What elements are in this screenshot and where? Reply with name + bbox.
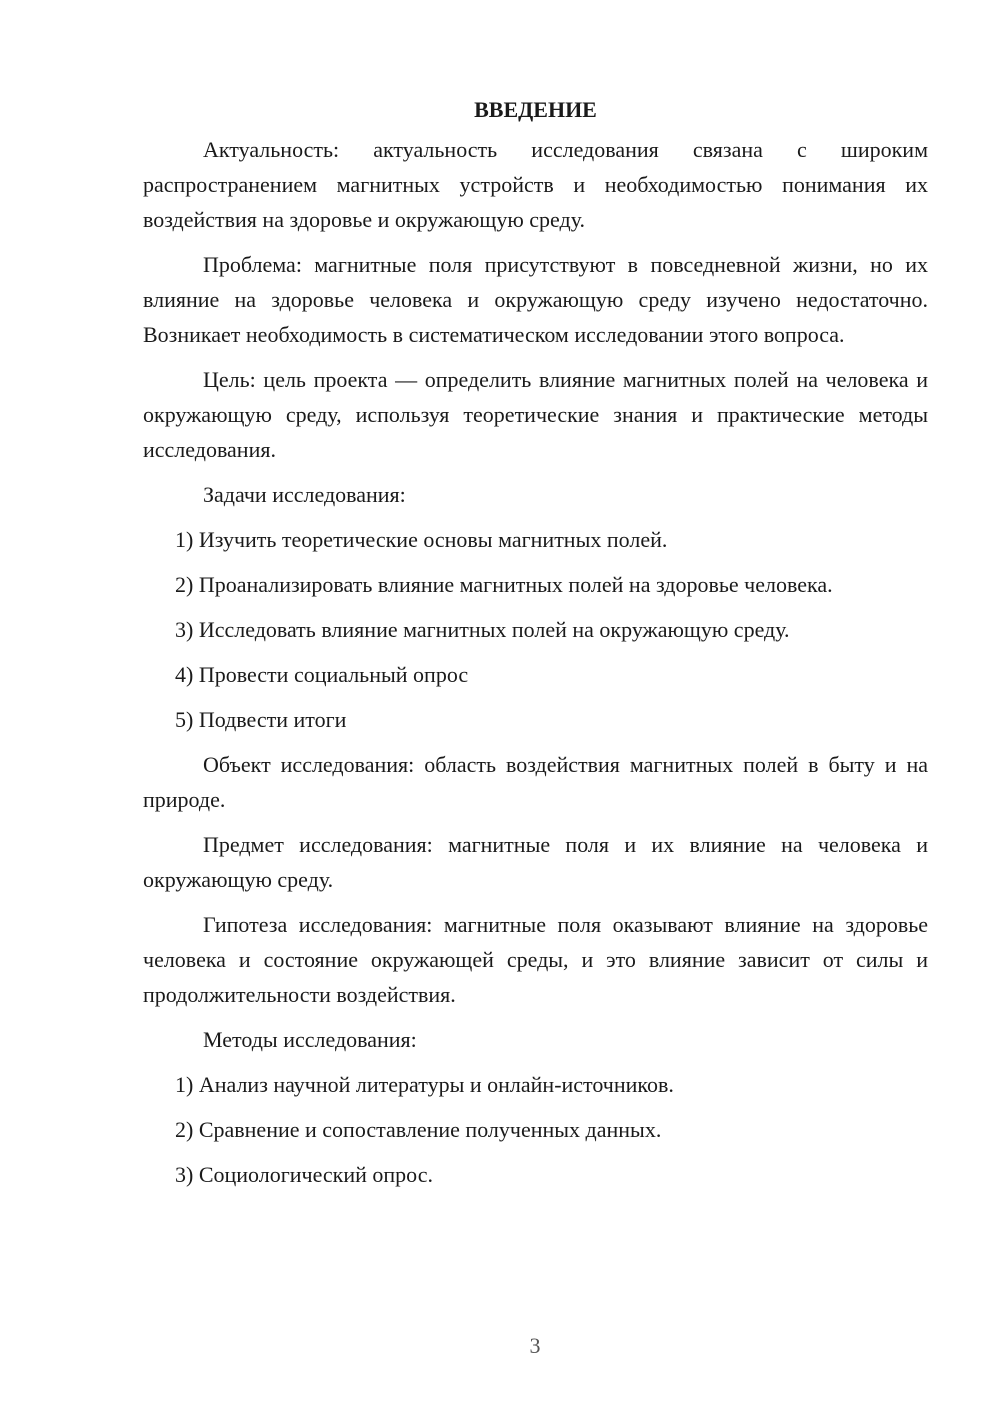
list-item: 1) Анализ научной литературы и онлайн-источников. [175, 1072, 674, 1097]
list-item: 5) Подвести итоги [175, 707, 347, 732]
tasks-heading: Задачи исследования: [203, 482, 406, 507]
list-item: 2) Сравнение и сопоставление полученных данных. [175, 1117, 662, 1142]
methods-list [143, 1067, 928, 1192]
page-title: ВВЕДЕНИЕ [474, 97, 597, 122]
document-page [143, 92, 928, 1202]
list-item: 1) Изучить теоретические основы магнитных полей. [175, 527, 668, 552]
tasks-list [143, 522, 928, 737]
methods-heading: Методы исследования: [203, 1027, 417, 1052]
hypothesis-paragraph: Гипотеза исследования: магнитные поля оказывают влияние на здоровье человека и состояние окружающей среды, и это влияние зависит от силы и продолжительности воздействия. [143, 912, 928, 1007]
list-item: 4) Провести социальный опрос [175, 662, 469, 687]
list-item: 2) Проанализировать влияние магнитных полей на здоровье человека. [175, 572, 833, 597]
list-item: 3) Исследовать влияние магнитных полей на окружающую среду. [175, 617, 790, 642]
goal-paragraph: Цель: цель проекта — определить влияние магнитных полей на человека и окружающую среду, используя теоретические знания и практические методы исследования. [143, 367, 928, 462]
relevance-paragraph: Актуальность: актуальность исследования связана с широким распространением магнитных устройств и необходимостью понимания их воздействия на здоровье и окружающую среду. [143, 137, 928, 232]
problem-paragraph: Проблема: магнитные поля присутствуют в повседневной жизни, но их влияние на здоровье человека и окружающую среду изучено недостаточно. Возникает необходимость в систематическом исследовании этого вопроса. [143, 252, 928, 347]
object-paragraph: Объект исследования: область воздействия магнитных полей в быту и на природе. [143, 752, 928, 812]
page-number: 3 [529, 1333, 541, 1358]
list-item: 3) Социологический опрос. [175, 1162, 433, 1187]
subject-paragraph: Предмет исследования: магнитные поля и их влияние на человека и окружающую среду. [143, 832, 928, 892]
